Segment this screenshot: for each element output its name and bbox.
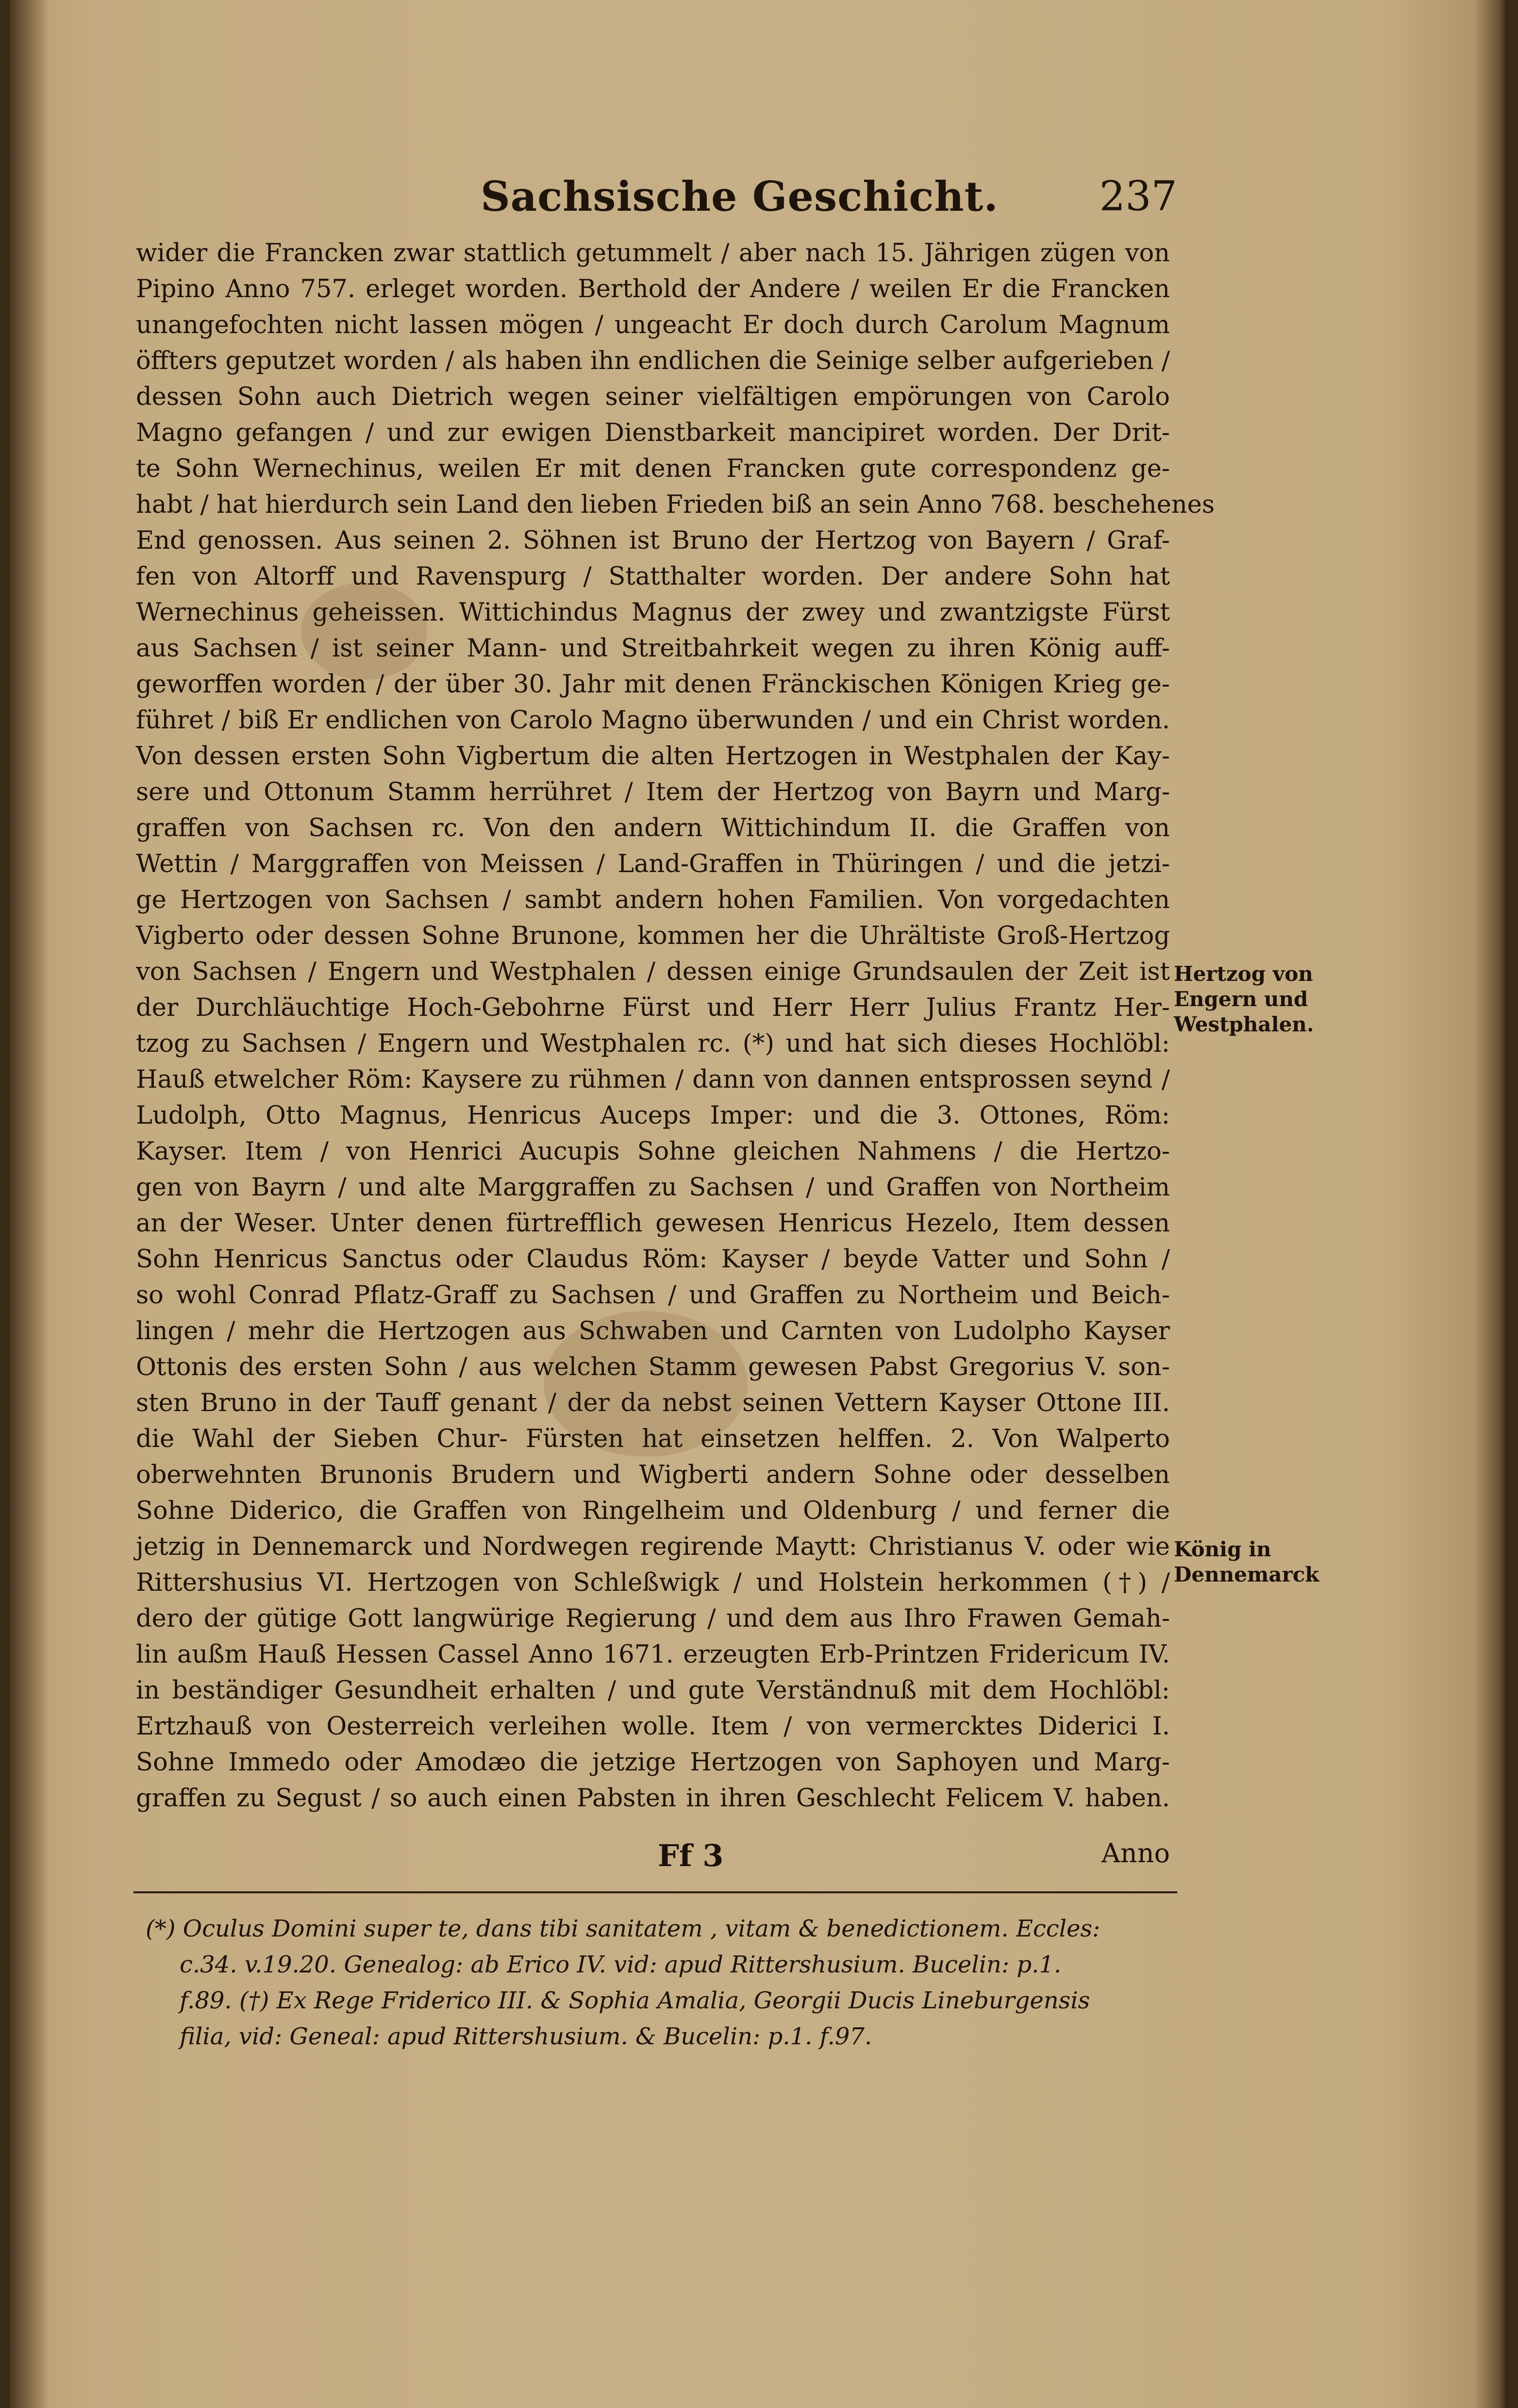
text-line: te Sohn Wernechinus, weilen Er mit denen Francken gute correspondenz ge- <box>136 455 1170 483</box>
page-footer <box>136 1838 1170 1877</box>
text-line: lin außm Hauß Hessen Cassel Anno 1671. erzeugten Erb-Printzen Fridericum IV. <box>136 1640 1170 1669</box>
text-line: sere und Ottonum Stamm herrühret / Item der Hertzog von Bayrn und Marg- <box>136 778 1170 807</box>
footnote-line: f.89. (†) Ex Rege Friderico III. & Sophia Amalia, Georgii Ducis Lineburgensis <box>180 1987 1090 2014</box>
text-line: oberwehnten Brunonis Brudern und Wigberti andern Sohne oder desselben <box>136 1461 1170 1489</box>
text-line: Kayser. Item / von Henrici Aucupis Sohne gleichen Nahmens / die Hertzo- <box>136 1137 1170 1166</box>
text-line: sten Bruno in der Tauff genant / der da nebst seinen Vettern Kayser Ottone III. <box>136 1389 1170 1417</box>
text-line: fen von Altorff und Ravenspurg / Statthalter worden. Der andere Sohn hat <box>136 562 1170 591</box>
margin-note-line: Engern und <box>1174 987 1308 1011</box>
margin-note-hertzog <box>1174 961 1314 1037</box>
text-line: tzog zu Sachsen / Engern und Westphalen rc. (*) und hat sich dieses Hochlöbl: <box>136 1029 1170 1058</box>
margin-note-line: Hertzog von <box>1174 962 1313 986</box>
text-line: unangefochten nicht lassen mögen / ungeacht Er doch durch Carolum Magnum <box>136 311 1170 339</box>
main-text <box>136 236 1215 1817</box>
text-line: in beständiger Gesundheit erhalten / und gute Verständnuß mit dem Hochlöbl: <box>136 1676 1170 1705</box>
margin-note-line: Dennemarck <box>1174 1563 1319 1586</box>
text-line: aus Sachsen / ist seiner Mann- und Streitbahrkeit wegen zu ihren König auff- <box>136 634 1170 663</box>
catchword: Anno <box>1101 1838 1170 1869</box>
text-line: Rittershusius VI. Hertzogen von Schleßwigk / und Holstein herkommen (†) / <box>136 1568 1170 1597</box>
text-line: Sohne Diderico, die Graffen von Ringelheim und Oldenburg / und ferner die <box>136 1497 1170 1525</box>
text-line: Wettin / Marggraffen von Meissen / Land-Graffen in Thüringen / und die jetzi- <box>136 850 1170 878</box>
text-line: Sohne Immedo oder Amodæo die jetzige Hertzogen von Saphoyen und Marg- <box>136 1748 1170 1777</box>
margin-note-line: Westphalen. <box>1174 1012 1314 1036</box>
footnote-line: c.34. v.19.20. Genealog: ab Erico IV. vid: apud Rittershusium. Bucelin: p.1. <box>180 1951 1062 1978</box>
footnote-divider <box>133 1891 1177 1893</box>
signature-mark: Ff 3 <box>658 1838 724 1873</box>
text-line: geworffen worden / der über 30. Jahr mit denen Fränckischen Königen Krieg ge- <box>136 670 1170 699</box>
text-line: an der Weser. Unter denen fürtrefflich gewesen Henricus Hezelo, Item dessen <box>136 1209 1170 1238</box>
margin-note-line: König in <box>1174 1537 1271 1561</box>
text-line: dessen Sohn auch Dietrich wegen seiner vielfältigen empörungen von Carolo <box>136 383 1170 411</box>
footnote-line: (*) Oculus Domini super te, dans tibi sanitatem , vitam & benedictionem. Eccles: <box>146 1915 1101 1942</box>
page-number: 237 <box>1099 172 1177 220</box>
text-line: dero der gütige Gott langwürige Regierung / und dem aus Ihro Frawen Gemah- <box>136 1604 1170 1633</box>
text-line: Ludolph, Otto Magnus, Henricus Auceps Imper: und die 3. Ottones, Röm: <box>136 1101 1170 1130</box>
text-line: von Sachsen / Engern und Westphalen / dessen einige Grundsaulen der Zeit ist <box>136 958 1170 986</box>
text-line: der Durchläuchtige Hoch-Gebohrne Fürst und Herr Herr Julius Frantz Her- <box>136 994 1170 1022</box>
page-gutter <box>10 0 49 2408</box>
text-line: Sohn Henricus Sanctus oder Claudus Röm: Kayser / beyde Vatter und Sohn / <box>136 1245 1170 1274</box>
text-line: End genossen. Aus seinen 2. Söhnen ist Bruno der Hertzog von Bayern / Graf- <box>136 526 1170 555</box>
text-line: gen von Bayrn / und alte Marggraffen zu Sachsen / und Graffen von Northeim <box>136 1173 1170 1202</box>
text-line: ge Hertzogen von Sachsen / sambt andern hohen Familien. Von vorgedachten <box>136 886 1170 914</box>
footnote-line: filia, vid: Geneal: apud Rittershusium. & Bucelin: p.1. f.97. <box>180 2023 872 2050</box>
page-edge <box>1474 0 1508 2408</box>
text-line: die Wahl der Sieben Chur- Fürsten hat einsetzen helffen. 2. Von Walperto <box>136 1425 1170 1453</box>
text-line: Wernechinus geheissen. Wittichindus Magnus der zwey und zwantzigste Fürst <box>136 598 1170 627</box>
margin-note-koenig <box>1174 1537 1319 1587</box>
text-line: graffen von Sachsen rc. Von den andern Wittichindum II. die Graffen von <box>136 814 1170 842</box>
text-line: so wohl Conrad Pflatz-Graff zu Sachsen / und Graffen zu Northeim und Beich- <box>136 1281 1170 1310</box>
text-line: Ottonis des ersten Sohn / aus welchen Stamm gewesen Pabst Gregorius V. son- <box>136 1353 1170 1381</box>
text-line: Vigberto oder dessen Sohne Brunone, kommen her die Uhrältiste Groß-Hertzog <box>136 922 1170 950</box>
text-line: Von dessen ersten Sohn Vigbertum die alten Hertzogen in Westphalen der Kay- <box>136 742 1170 771</box>
text-line: öffters geputzet worden / als haben ihn endlichen die Seinige selber aufgerieben / <box>136 347 1170 375</box>
text-line: lingen / mehr die Hertzogen aus Schwaben und Carnten von Ludolpho Kayser <box>136 1317 1170 1346</box>
text-line: wider die Francken zwar stattlich getummelt / aber nach 15. Jährigen zügen von <box>136 239 1170 268</box>
text-line: graffen zu Segust / so auch einen Pabsten in ihren Geschlecht Felicem V. haben. <box>136 1784 1170 1813</box>
text-line: habt / hat hierdurch sein Land den lieben Frieden biß an sein Anno 768. beschehenes <box>136 490 1215 519</box>
running-header <box>146 172 1177 231</box>
text-line: Ertzhauß von Oesterreich verleihen wolle. Item / von vermercktes Diderici I. <box>136 1712 1170 1741</box>
text-line: führet / biß Er endlichen von Carolo Magno überwunden / und ein Christ worden. <box>136 706 1170 735</box>
footnotes <box>146 1911 1189 2054</box>
text-line: Magno gefangen / und zur ewigen Dienstbarkeit mancipiret worden. Der Drit- <box>136 419 1170 447</box>
text-line: Hauß etwelcher Röm: Kaysere zu rühmen / dann von dannen entsprossen seynd / <box>136 1065 1170 1094</box>
text-line: jetzig in Dennemarck und Nordwegen regirende Maytt: Christianus V. oder wie <box>136 1532 1170 1561</box>
running-title: Sachsische Geschicht. <box>481 172 999 220</box>
text-line: Pipino Anno 757. erleget worden. Berthold der Andere / weilen Er die Francken <box>136 275 1170 303</box>
